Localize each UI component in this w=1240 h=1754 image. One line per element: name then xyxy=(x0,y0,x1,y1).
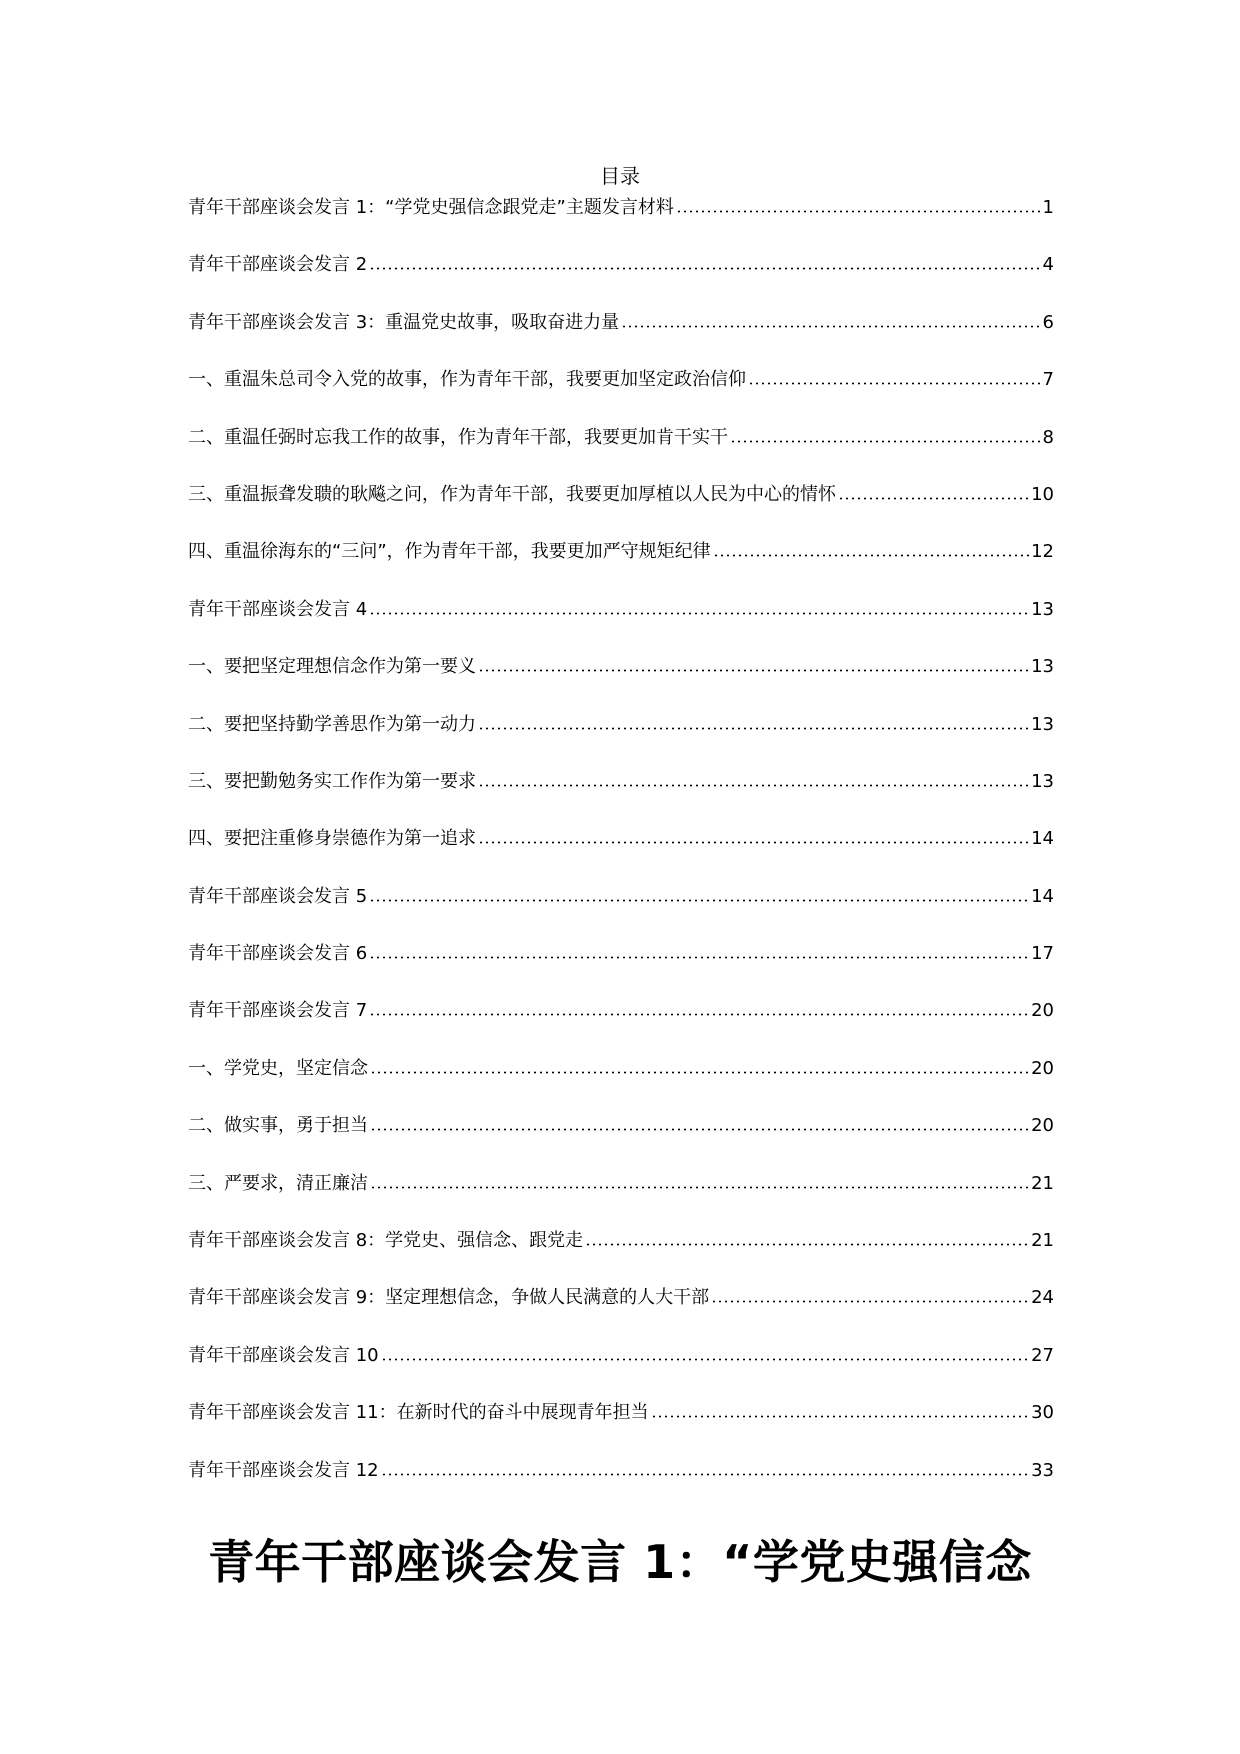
toc-entry[interactable] xyxy=(188,1285,1054,1342)
toc-page-number[interactable]: 17 xyxy=(1031,943,1054,965)
toc-entry[interactable] xyxy=(188,597,1054,654)
toc-page-number[interactable]: 30 xyxy=(1031,1402,1054,1424)
toc-entry-title[interactable]: 四、要把注重修身崇德作为第一追求 xyxy=(188,828,476,850)
toc-leader-dots xyxy=(478,727,1029,730)
toc-entry[interactable] xyxy=(188,712,1054,769)
toc-entry-title[interactable]: 三、要把勤勉务实工作作为第一要求 xyxy=(188,770,476,792)
toc-entry-title[interactable]: 青年干部座谈会发言 5 xyxy=(188,885,368,907)
toc-page-number[interactable]: 8 xyxy=(1042,426,1054,448)
toc-entry-title[interactable]: 三、严要求，清正廉洁 xyxy=(188,1172,368,1194)
toc-entry[interactable] xyxy=(188,310,1054,367)
toc-entry[interactable] xyxy=(188,252,1054,309)
toc-entry-title[interactable]: 青年干部座谈会发言 1：“学党史强信念跟党走”主题发言材料 xyxy=(188,197,674,218)
toc-entry[interactable] xyxy=(188,539,1054,596)
toc-entry[interactable] xyxy=(188,1400,1054,1457)
toc-entry[interactable] xyxy=(188,1228,1054,1285)
toc-page-number[interactable]: 6 xyxy=(1042,311,1054,333)
toc-leader-dots xyxy=(370,1128,1029,1131)
toc-page-number[interactable]: 12 xyxy=(1031,541,1054,563)
toc-page-number[interactable]: 13 xyxy=(1031,713,1054,735)
toc-entry[interactable] xyxy=(188,654,1054,711)
toc-entry[interactable] xyxy=(188,425,1054,482)
toc-page-number[interactable]: 13 xyxy=(1031,656,1054,678)
toc-entry-title[interactable]: 青年干部座谈会发言 10 xyxy=(188,1344,379,1366)
toc-leader-dots xyxy=(478,669,1029,672)
toc-page-number[interactable]: 20 xyxy=(1031,1000,1054,1022)
toc-page-number[interactable]: 21 xyxy=(1031,1172,1054,1194)
toc-page-number[interactable]: 4 xyxy=(1042,254,1054,276)
toc-entry[interactable] xyxy=(188,941,1054,998)
toc-entry[interactable] xyxy=(188,1343,1054,1400)
toc-entry-title[interactable]: 青年干部座谈会发言 6 xyxy=(188,943,368,965)
toc-page-number[interactable]: 20 xyxy=(1031,1115,1054,1137)
toc-title: 目录 xyxy=(600,164,640,188)
toc-entry-title[interactable]: 一、重温朱总司令入党的故事，作为青年干部，我要更加坚定政治信仰 xyxy=(188,369,746,391)
toc-page-number[interactable]: 10 xyxy=(1031,483,1054,505)
toc-entry-title[interactable]: 青年干部座谈会发言 2 xyxy=(188,254,368,276)
section-heading: 青年干部座谈会发言 1：“学党史强信念 xyxy=(208,1535,1032,1589)
toc-leader-dots xyxy=(369,1013,1029,1016)
toc-entry[interactable] xyxy=(188,482,1054,539)
toc-entry[interactable] xyxy=(188,195,1054,252)
toc-entry-title[interactable]: 二、重温任弼时忘我工作的故事，作为青年干部，我要更加肯干实干 xyxy=(188,426,728,448)
table-of-contents xyxy=(188,195,1054,1515)
toc-entry-title[interactable]: 三、重温振聋发聩的耿飚之问，作为青年干部，我要更加厚植以人民为中心的情怀 xyxy=(188,483,836,505)
toc-leader-dots xyxy=(370,1071,1029,1074)
toc-entry[interactable] xyxy=(188,884,1054,941)
toc-entry-title[interactable]: 四、重温徐海东的“三问”，作为青年干部，我要更加严守规矩纪律 xyxy=(188,541,711,563)
toc-entry[interactable] xyxy=(188,769,1054,826)
toc-leader-dots xyxy=(711,1300,1029,1303)
toc-entry-title[interactable]: 青年干部座谈会发言 7 xyxy=(188,1000,368,1022)
toc-entry[interactable] xyxy=(188,367,1054,424)
toc-entry-title[interactable]: 二、要把坚持勤学善思作为第一动力 xyxy=(188,713,476,735)
toc-leader-dots xyxy=(369,956,1029,959)
toc-entry[interactable] xyxy=(188,998,1054,1055)
toc-leader-dots xyxy=(585,1243,1029,1246)
toc-entry-title[interactable]: 青年干部座谈会发言 4 xyxy=(188,598,368,620)
toc-entry-title[interactable]: 青年干部座谈会发言 12 xyxy=(188,1459,379,1481)
toc-entry[interactable] xyxy=(188,826,1054,883)
toc-entry-title[interactable]: 一、要把坚定理想信念作为第一要义 xyxy=(188,656,476,678)
toc-entry[interactable] xyxy=(188,1458,1054,1515)
toc-leader-dots xyxy=(621,325,1040,328)
toc-entry[interactable] xyxy=(188,1056,1054,1113)
toc-entry-title[interactable]: 一、学党史，坚定信念 xyxy=(188,1057,368,1079)
toc-leader-dots xyxy=(730,440,1041,443)
toc-leader-dots xyxy=(369,899,1029,902)
toc-page-number[interactable]: 14 xyxy=(1031,885,1054,907)
toc-leader-dots xyxy=(478,784,1029,787)
toc-page-number[interactable]: 7 xyxy=(1042,369,1054,391)
toc-leader-dots xyxy=(713,554,1029,557)
toc-leader-dots xyxy=(651,1415,1029,1418)
toc-leader-dots xyxy=(676,210,1041,213)
toc-entry[interactable] xyxy=(188,1171,1054,1228)
toc-leader-dots xyxy=(748,382,1041,385)
toc-page-number[interactable]: 14 xyxy=(1031,828,1054,850)
toc-leader-dots xyxy=(478,841,1029,844)
toc-page-number[interactable]: 21 xyxy=(1031,1230,1054,1252)
toc-leader-dots xyxy=(369,612,1029,615)
toc-leader-dots xyxy=(369,267,1040,270)
toc-page-number[interactable]: 13 xyxy=(1031,598,1054,620)
toc-entry-title[interactable]: 青年干部座谈会发言 9：坚定理想信念，争做人民满意的人大干部 xyxy=(188,1287,710,1309)
toc-entry-title[interactable]: 青年干部座谈会发言 8：学党史、强信念、跟党走 xyxy=(188,1230,584,1252)
toc-entry-title[interactable]: 二、做实事，勇于担当 xyxy=(188,1115,368,1137)
toc-entry-title[interactable]: 青年干部座谈会发言 11：在新时代的奋斗中展现青年担当 xyxy=(188,1402,649,1424)
toc-leader-dots xyxy=(838,497,1029,500)
toc-leader-dots xyxy=(381,1358,1029,1361)
toc-leader-dots xyxy=(370,1186,1029,1189)
toc-page-number[interactable]: 1 xyxy=(1042,197,1054,218)
toc-entry-title[interactable]: 青年干部座谈会发言 3：重温党史故事，吸取奋进力量 xyxy=(188,311,620,333)
toc-entry[interactable] xyxy=(188,1113,1054,1170)
toc-page-number[interactable]: 33 xyxy=(1031,1459,1054,1481)
toc-page-number[interactable]: 24 xyxy=(1031,1287,1054,1309)
toc-leader-dots xyxy=(381,1473,1029,1476)
toc-page-number[interactable]: 20 xyxy=(1031,1057,1054,1079)
toc-page-number[interactable]: 13 xyxy=(1031,770,1054,792)
toc-page-number[interactable]: 27 xyxy=(1031,1344,1054,1366)
